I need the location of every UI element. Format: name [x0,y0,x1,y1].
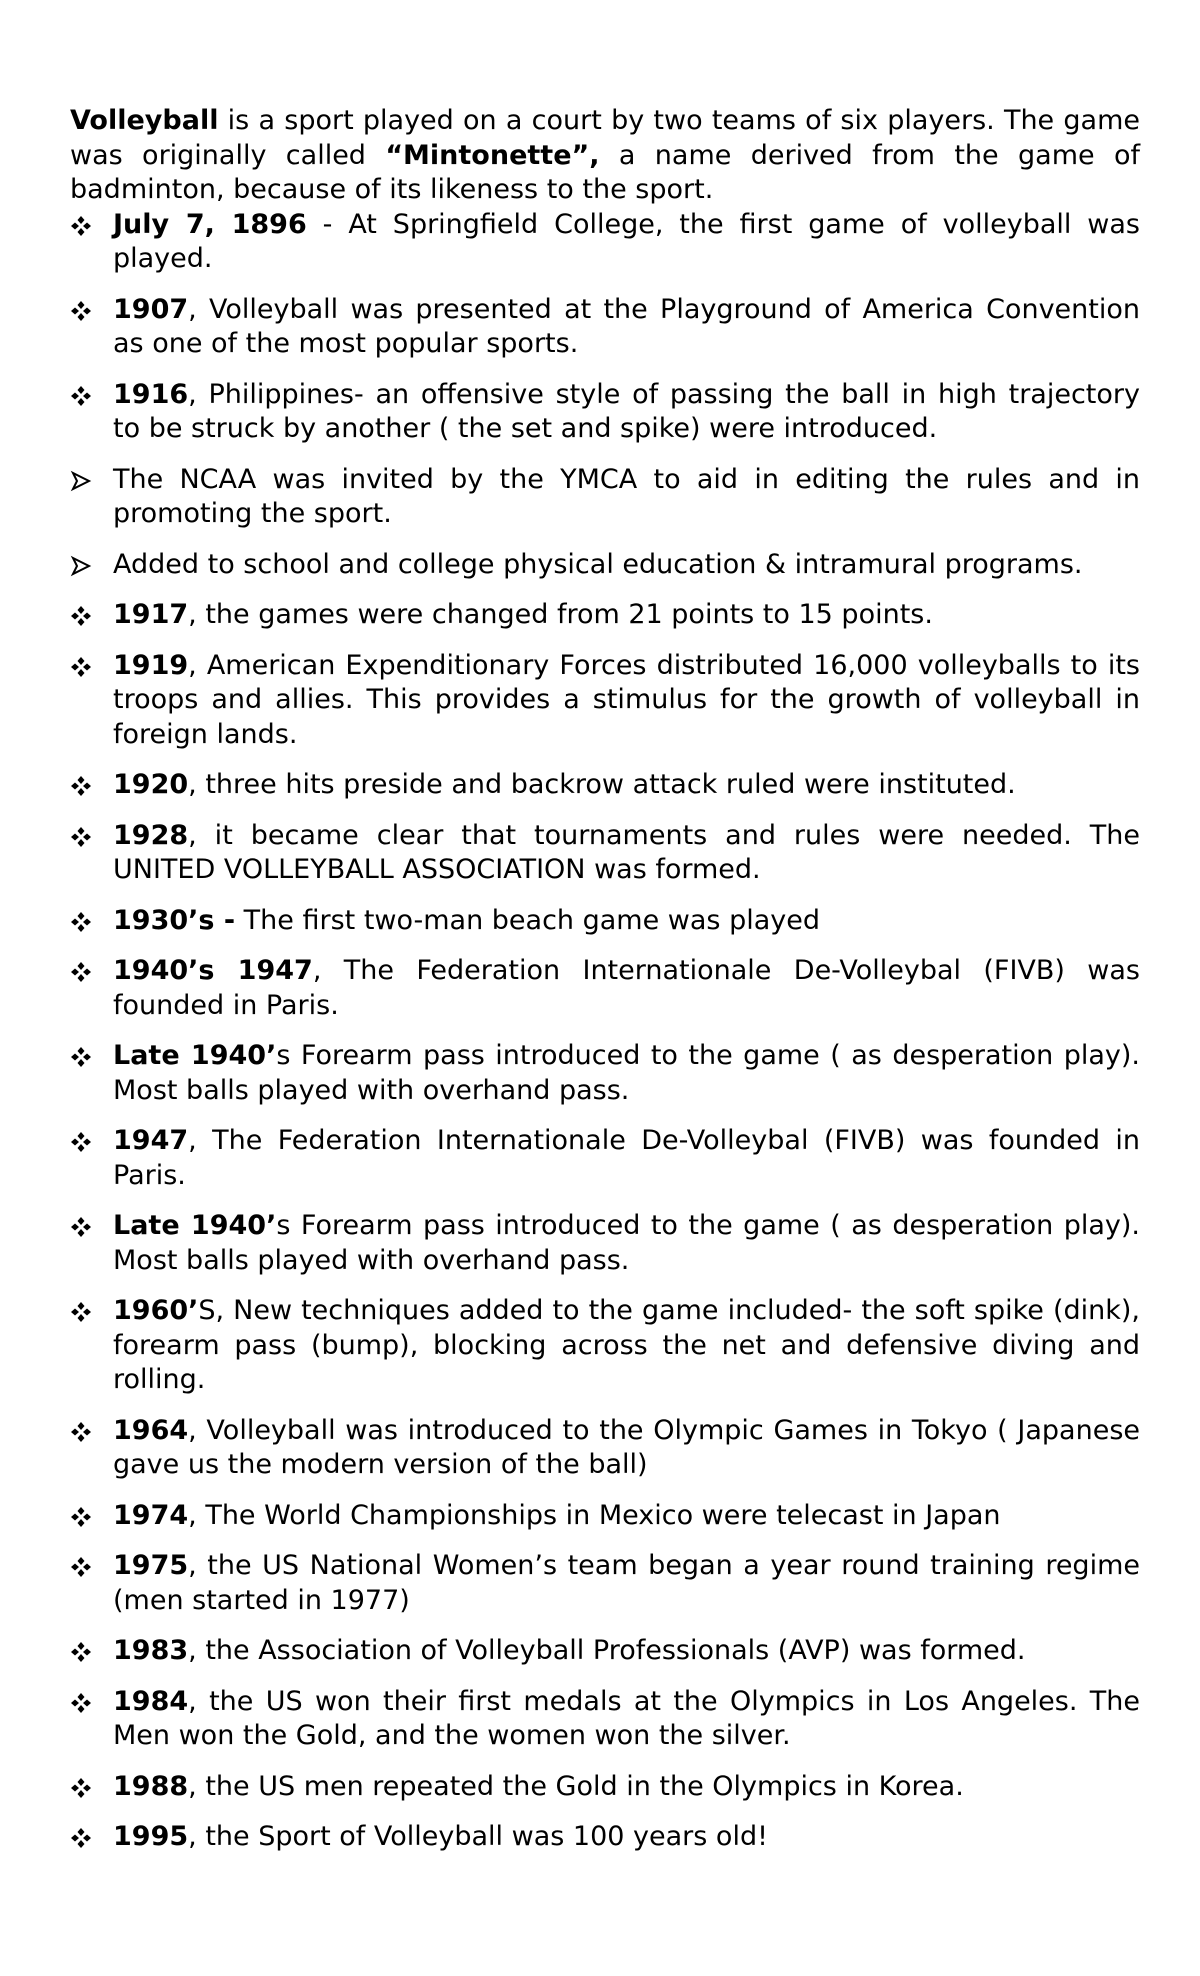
list-item [70,1770,1140,1805]
diamond-icon [70,1301,92,1323]
item-text: , Philippines- an offensive style of passing the ball in high trajectory to be struck by another ( the set and spike) were introduced. [113,378,1140,444]
diamond-icon [70,1421,92,1443]
diamond-icon [70,385,92,407]
item-date: July 7, 1896 [113,208,307,240]
item-text: The NCAA was invited by the YMCA to aid in editing the rules and in promoting the sport. [113,463,1140,529]
item-text: , Volleyball was presented at the Playground of America Convention as one of the most popular sports. [113,293,1140,359]
intro-term: Volleyball [70,105,219,136]
list-item [70,954,1140,1023]
intro-paragraph [70,104,1140,208]
list-item [70,1209,1140,1278]
list-item [70,548,1140,583]
item-date: 1947 [113,1125,189,1156]
intro-original-name: “Mintonette”, [385,139,600,171]
list-item [70,819,1140,888]
item-date: 1928 [113,819,189,851]
item-text: s Forearm pass introduced to the game ( as desperation play). Most balls played with overhand pass. [113,1210,1140,1276]
diamond-icon [70,1827,92,1849]
item-text: , the games were changed from 21 points to 15 points. [188,599,933,630]
diamond-icon [70,775,92,797]
item-date: 1960’ [113,1295,199,1326]
diamond-icon [70,1777,92,1799]
item-text: , American Expenditionary Forces distributed 16,000 volleyballs to its troops and allies. This provides a stimulus for the growth of volleyball in foreign lands. [113,649,1140,750]
item-date: 1964 [113,1414,189,1446]
item-text: S, New techniques added to the game included- the soft spike (dink), forearm pass (bump), blocking across the net and defensive diving and rolling. [113,1295,1140,1395]
list-item [70,768,1140,803]
item-text: , the US men repeated the Gold in the Olympics in Korea. [188,1770,964,1802]
diamond-icon [70,300,92,322]
list-item [70,1820,1140,1855]
item-text: - At Springfield College, the first game of volleyball was played. [113,208,1140,274]
intro-text-a: is a sport played on a court by two teams of six players. The game was originally called [70,105,1140,171]
diamond-icon [70,605,92,627]
diamond-icon [70,826,92,848]
list-item [70,649,1140,753]
item-text: The first two-man beach game was played [235,904,820,936]
list-item [70,1685,1140,1754]
item-date: 1907 [113,293,189,325]
diamond-icon [70,911,92,933]
item-date: 1930’s - [113,904,236,936]
diamond-icon [70,1046,92,1068]
diamond-icon [70,1506,92,1528]
item-date: 1919 [113,649,189,681]
item-date: 1988 [113,1770,189,1802]
diamond-icon [70,1692,92,1714]
list-item [70,1294,1140,1398]
item-date: 1917 [113,599,189,630]
diamond-icon [70,656,92,678]
item-date: 1974 [113,1499,189,1531]
arrowhead-icon [70,470,92,492]
diamond-icon [70,1216,92,1238]
item-date: 1920 [113,769,189,800]
item-text: , it became clear that tournaments and rules were needed. The UNITED VOLLEYBALL ASSOCIATION was formed. [113,819,1140,885]
item-text: , three hits preside and backrow attack ruled were instituted. [188,769,1016,800]
item-date: 1916 [113,378,189,410]
history-list [70,208,1140,1855]
item-text: s Forearm pass introduced to the game ( as desperation play). Most balls played with overhand pass. [113,1040,1140,1106]
item-text: Added to school and college physical education & intramural programs. [113,548,1083,580]
intro-text-b: a name derived from the game of badminton, because of its likeness to the sport. [70,139,1140,205]
diamond-icon [70,1556,92,1578]
list-item [70,293,1140,362]
list-item [70,1634,1140,1669]
list-item [70,463,1140,532]
list-item [70,1414,1140,1483]
item-text: , the Sport of Volleyball was 100 years old! [188,1821,768,1852]
item-date: Late 1940’ [113,1040,277,1071]
item-date: 1984 [113,1685,189,1717]
list-item [70,378,1140,447]
item-date: 1940’s 1947 [113,955,313,986]
diamond-icon [70,961,92,983]
list-item [70,208,1140,277]
list-item [70,1499,1140,1534]
item-text: , The World Championships in Mexico were telecast in Japan [188,1499,1001,1531]
item-date: Late 1940’ [113,1210,277,1241]
diamond-icon [70,1131,92,1153]
item-date: 1975 [113,1550,189,1581]
document-body [70,104,1140,1855]
list-item [70,1039,1140,1108]
item-date: 1983 [113,1635,189,1666]
item-text: , the Association of Volleyball Professionals (AVP) was formed. [188,1635,1026,1666]
item-text: , the US National Women’s team began a year round training regime (men started in 1977) [113,1550,1140,1616]
item-text: , the US won their first medals at the Olympics in Los Angeles. The Men won the Gold, and the women won the silver. [113,1685,1140,1751]
arrowhead-icon [70,555,92,577]
list-item [70,904,1140,939]
diamond-icon [70,1641,92,1663]
item-text: , Volleyball was introduced to the Olympic Games in Tokyo ( Japanese gave us the modern version of the ball) [113,1414,1140,1480]
item-date: 1995 [113,1821,189,1852]
list-item [70,598,1140,633]
diamond-icon [70,215,92,237]
list-item [70,1549,1140,1618]
list-item [70,1124,1140,1193]
item-text: , The Federation Internationale De-Volleybal (FIVB) was founded in Paris. [113,1125,1140,1191]
item-text: , The Federation Internationale De-Volleybal (FIVB) was founded in Paris. [113,955,1140,1021]
